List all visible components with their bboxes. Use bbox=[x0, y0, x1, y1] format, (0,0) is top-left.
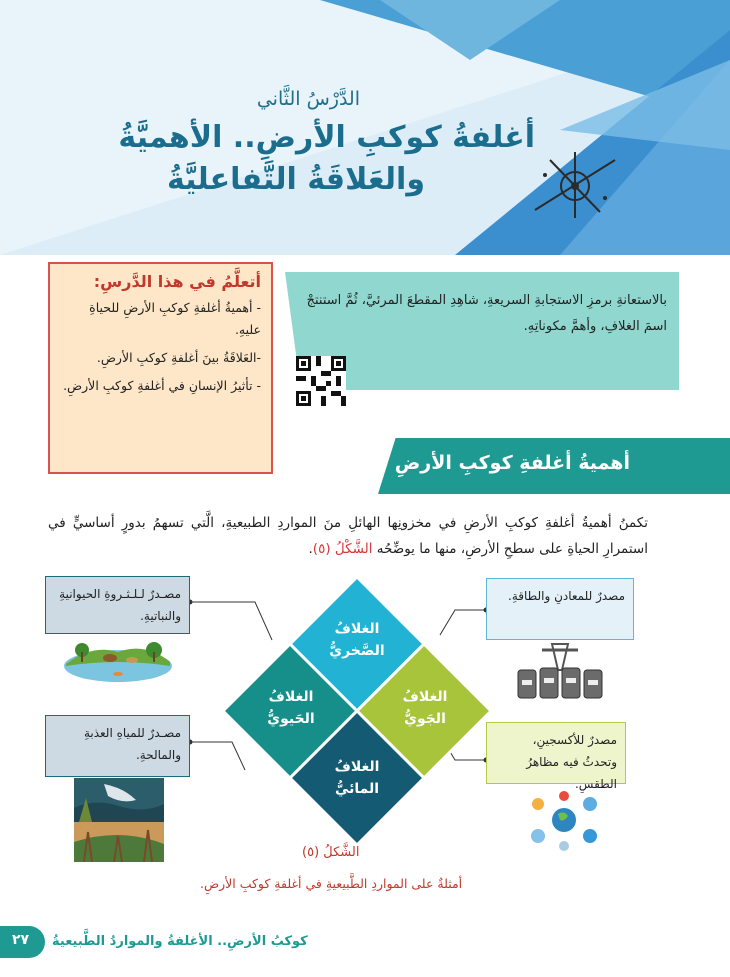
learning-objective: - تأثيرُ الإنسانِ في أغلفةِ كوكبِ الأرضِ. bbox=[63, 378, 261, 393]
rock-sphere-label: الغلافُ الصَّخريُّ bbox=[329, 621, 385, 659]
learning-objectives-box bbox=[48, 262, 273, 474]
rock-resource-callout: مصدرٌ للمعادنِ والطاقةِ. bbox=[486, 578, 634, 640]
water-image bbox=[74, 822, 164, 862]
bio-resource-callout: مصـدرٌ لـلـثـروةِ الحيوانيةِ والنباتيةِ. bbox=[45, 576, 190, 634]
bio-sphere-label: الغلافُ الحَيويُّ bbox=[267, 689, 315, 727]
oil-barrels-icon bbox=[512, 640, 608, 702]
figure-caption: أمثلةٌ على المواردِ الطَّبيعيةِ في أغلفةِ كوكبِ الأرضِ. bbox=[200, 876, 463, 891]
weather-icons bbox=[524, 790, 604, 852]
figure-label: الشَّكلُ (٥) bbox=[302, 845, 360, 860]
page-title: أغلفةُ كوكبِ الأرضِ.. الأهميَّةُ bbox=[118, 120, 535, 155]
water-resource-callout: مصـدرٌ للمياهِ العذبةِ والمالحةِ. bbox=[45, 715, 190, 777]
learning-objective: - أهميةُ أغلفةِ كوكبِ الأرضِ للحياةِ عليهِ. bbox=[89, 300, 261, 337]
footer-title: كوكبُ الأرضِ.. الأغلفةُ والمواردُ الطَّبيعيةُ bbox=[52, 934, 308, 949]
lesson-label: الدَّرْسُ الثَّاني bbox=[256, 88, 360, 110]
qr-activity-text: بالاستعانةِ برمزِ الاستجابةِ السريعةِ، شاهِدِ المقطعَ المرئيَّ، ثُمَّ استنتجْ اسمَ الغلافِ، وأهمَّ مكوناتِهِ. bbox=[306, 293, 667, 334]
air-resource-callout: مصدرٌ للأكسجينِ، وتحدثُ فيه مظاهرُ الطقسِ. bbox=[486, 722, 626, 784]
learning-objective: -العَلاقَةُ بينَ أغلفةِ كوكبِ الأرضِ. bbox=[96, 350, 261, 365]
page-title-line2: والعَلاقَةُ التَّفاعليَّةُ bbox=[166, 162, 425, 197]
intro-paragraph bbox=[48, 510, 648, 562]
section-title: أهميةُ أغلفةِ كوكبِ الأرضِ bbox=[394, 452, 630, 474]
water-image bbox=[74, 778, 164, 822]
water-sphere-label: الغلافُ المائيُّ bbox=[334, 759, 380, 797]
figure-reference: الشَّكْلُ (٥) bbox=[312, 541, 373, 557]
paragraph-end: . bbox=[308, 541, 313, 557]
learning-objectives-heading: أتعلَّمُ في هذا الدَّرسِ: bbox=[93, 272, 261, 291]
wildlife-image bbox=[62, 636, 174, 684]
paragraph-text: تكمنُ أهميةُ أغلفةِ كوكبِ الأرضِ في مخزونِها الهائلِ منَ المواردِ الطبيعيةِ، الَّتي تسهمُ بدورٍ أساسيٍّ في استمرارِ الحياةِ على سطحِ الأرضِ، منها ما يوضِّحُه bbox=[48, 515, 648, 557]
air-sphere-label: الغلافُ الجَويُّ bbox=[402, 689, 448, 727]
compass-icon bbox=[530, 150, 620, 220]
qr-code-icon[interactable] bbox=[296, 356, 346, 406]
page-number: ٢٧ bbox=[12, 932, 30, 948]
